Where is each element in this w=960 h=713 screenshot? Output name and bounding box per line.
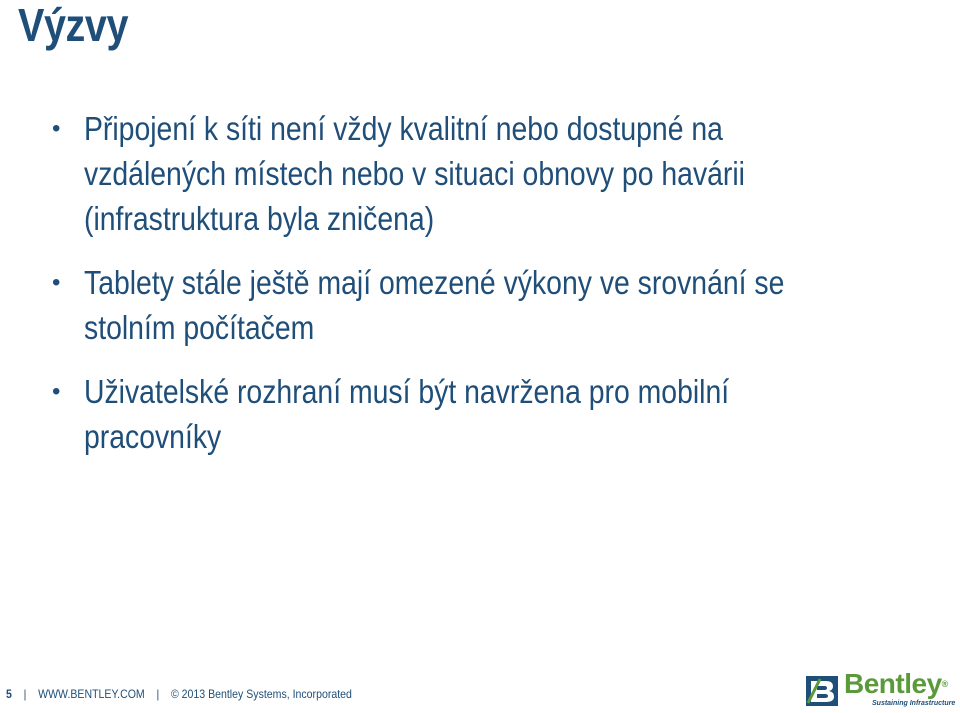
bullet-text [84, 369, 944, 459]
footer-separator: | [156, 687, 160, 701]
bullet-line: vzdálených místech nebo v situaci obnovy po havárii [84, 155, 745, 192]
bullet-item-tablets [52, 260, 952, 350]
page-number: 5 [6, 687, 12, 701]
bullet-list [52, 106, 952, 478]
bullet-text [84, 260, 944, 350]
slide-footer [6, 686, 352, 702]
bullet-item-connectivity [52, 106, 952, 241]
copyright-text: © 2013 Bentley Systems, Incorporated [170, 687, 352, 701]
bullet-item-ui [52, 369, 952, 459]
website-link[interactable]: WWW.BENTLEY.COM [38, 687, 145, 701]
bullet-dot-icon: • [52, 269, 61, 296]
bullet-line: Připojení k síti není vždy kvalitní nebo dostupné na [84, 110, 723, 147]
bullet-dot-icon: • [52, 378, 61, 405]
bullet-dot-icon: • [52, 115, 61, 142]
bullet-line: pracovníky [84, 418, 222, 455]
bentley-b-icon [806, 676, 838, 706]
bullet-line: stolním počítačem [84, 309, 315, 346]
logo-tagline: Sustaining Infrastructure [872, 700, 956, 707]
slide-title: Výzvy [18, 0, 129, 51]
bentley-logo [806, 668, 956, 710]
bullet-line: Tablety stále ještě mají omezené výkony ve srovnání se [84, 264, 785, 301]
logo-wordmark: Bentley® [844, 668, 948, 699]
bullet-line: Uživatelské rozhraní musí být navržena pro mobilní [84, 373, 730, 410]
bullet-line: (infrastruktura byla zničena) [84, 200, 435, 237]
bullet-text [84, 106, 944, 241]
footer-separator: | [23, 687, 27, 701]
